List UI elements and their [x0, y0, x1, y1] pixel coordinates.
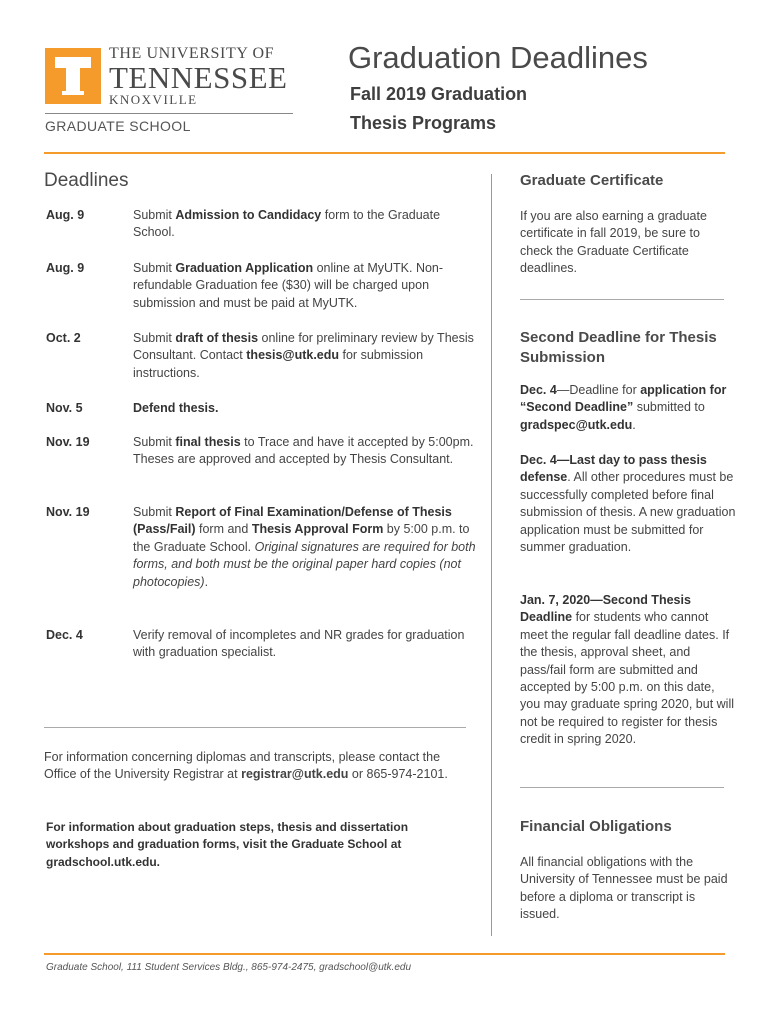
deadline-text: Submit Admission to Candidacy form to the Graduate School. — [133, 208, 441, 240]
sidebar-divider — [520, 299, 724, 300]
subtitle-term: Fall 2019 Graduation — [350, 84, 528, 104]
page-title: Graduation Deadlines — [348, 40, 648, 75]
deadline-date: Nov. 19 — [46, 435, 90, 449]
column-divider — [491, 174, 492, 936]
logo-line-3: KNOXVILLE — [109, 92, 198, 107]
certificate-text: If you are also earning a graduate certificate in fall 2019, be sure to check the Graduate Certificate deadlines. — [520, 209, 707, 276]
second-deadline-application: Dec. 4—Deadline for application for “Second Deadline” submitted to gradspec@utk.edu. — [520, 383, 727, 432]
registrar-email[interactable]: registrar@utk.edu — [241, 767, 349, 782]
second-deadline-defense: Dec. 4—Last day to pass thesis defense. All other procedures must be successfully completed before final submission of thesis. A new graduation application must be submitted for summer graduation. — [520, 453, 736, 555]
deadline-date: Nov. 19 — [46, 505, 90, 519]
footer-divider — [44, 953, 725, 955]
logo-line-2: TENNESSEE — [109, 60, 288, 95]
deadline-text: Submit Report of Final Examination/Defense of Thesis (Pass/Fail) form and Thesis Approval Form by 5:00 p.m. to the Graduate School. Original signatures are required for both forms, and both must be the original paper hard copies (not photocopies). — [133, 505, 476, 589]
deadlines-heading: Deadlines — [44, 170, 129, 191]
financial-text: All financial obligations with the University of Tennessee must be paid before a diploma or transcript is issued. — [520, 855, 728, 922]
certificate-heading: Graduate Certificate — [520, 172, 664, 189]
thesis-email[interactable]: thesis@utk.edu — [246, 348, 340, 363]
deadline-text: Submit final thesis to Trace and have it accepted by 5:00pm. Theses are approved and accepted by Thesis Consultant. — [133, 435, 474, 467]
gradschool-note: For information about graduation steps, thesis and dissertation workshops and graduation forms, visit the Graduate School at gradschool.utk.edu. — [46, 820, 409, 869]
gradspec-email[interactable]: gradspec@utk.edu — [520, 417, 633, 432]
registrar-info: For information concerning diplomas and transcripts, please contact the Office of the University Registrar at registrar@utk.edu or 865-974-2101. — [44, 750, 448, 782]
deadline-date: Dec. 4 — [46, 628, 83, 642]
footer-contact: Graduate School, 111 Student Services Bldg., 865-974-2475, gradschool@utk.edu — [46, 962, 412, 973]
header-divider — [44, 152, 725, 154]
logo-wordmark — [109, 46, 295, 107]
info-divider — [44, 727, 466, 728]
logo-divider — [45, 113, 293, 114]
financial-heading: Financial Obligations — [520, 818, 672, 835]
power-t-icon — [45, 48, 101, 104]
deadline-text: Defend thesis. — [133, 401, 219, 415]
deadline-date: Nov. 5 — [46, 401, 83, 415]
second-thesis-deadline: Jan. 7, 2020—Second Thesis Deadline for students who cannot meet the regular fall deadline dates. If the thesis, approval sheet, and pass/fail form are submitted and accepted by 5:00 p.m. on this date, you may graduate spring 2020, but will not be required to register for thesis credit in spring 2020. — [520, 593, 735, 747]
deadline-date: Oct. 2 — [46, 331, 81, 345]
deadline-text: Submit Graduation Application online at MyUTK. Non-refundable Graduation fee ($30) will be charged upon submission and must be paid at MyUTK. — [133, 261, 444, 310]
deadline-date: Aug. 9 — [46, 261, 85, 275]
logo-line-1: THE UNIVERSITY OF — [109, 45, 275, 62]
sidebar-divider — [520, 787, 724, 788]
deadline-date: Aug. 9 — [46, 208, 85, 222]
subtitle-program: Thesis Programs — [350, 113, 497, 133]
second-deadline-heading: Second Deadline for Thesis Submission — [520, 329, 717, 366]
deadline-text: Verify removal of incompletes and NR grades for graduation with graduation specialist. — [133, 628, 465, 660]
school-name: GRADUATE SCHOOL — [45, 118, 191, 134]
deadline-text: Submit draft of thesis online for preliminary review by Thesis Consultant. Contact thesis@utk.edu for submission instructions. — [133, 331, 474, 380]
